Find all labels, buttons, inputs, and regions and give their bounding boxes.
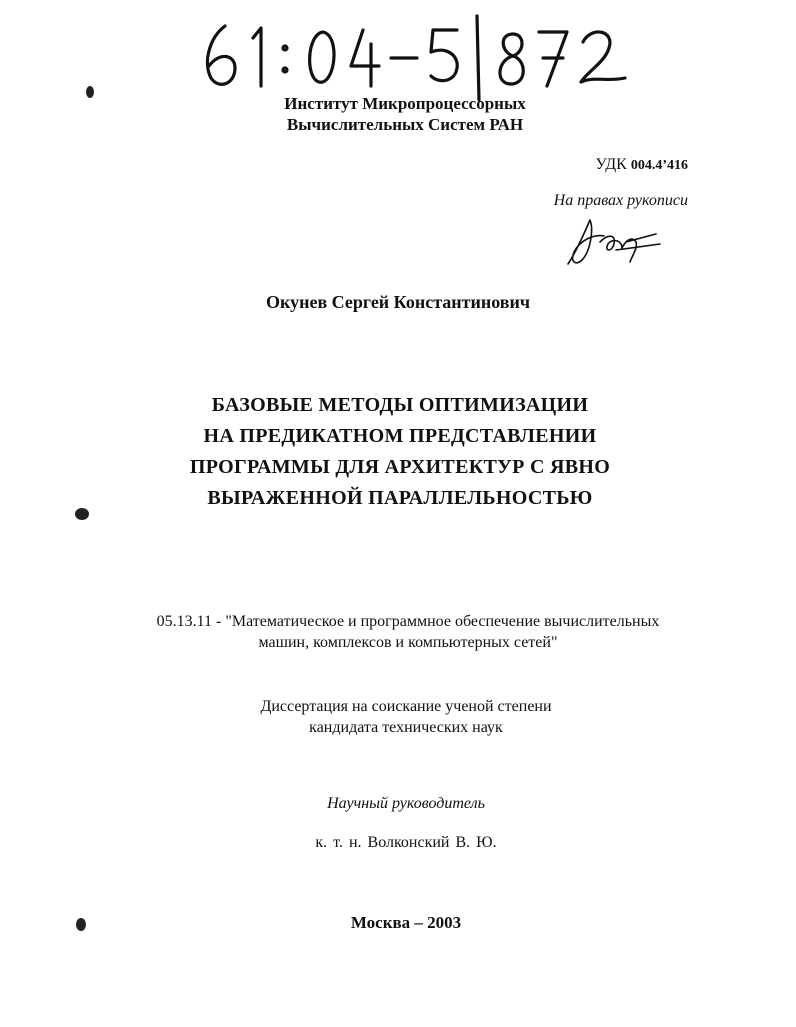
degree-statement xyxy=(200,696,612,738)
degree-line-1: Диссертация на соискание ученой степени xyxy=(260,698,552,715)
institute-line-1: Институт Микропроцессорных xyxy=(284,94,526,113)
udc-label: УДК xyxy=(595,156,627,173)
degree-line-2: кандидата технических наук xyxy=(309,719,503,736)
author-name: Окунев Сергей Константинович xyxy=(265,292,531,312)
institute-line-2: Вычислительных Систем РАН xyxy=(286,115,524,134)
specialty-line-1: 05.13.11 - "Математическое и программное обеспечение вычислительных xyxy=(156,613,660,630)
handwritten-archive-number xyxy=(195,8,655,103)
supervisor-label: Научный руководитель xyxy=(327,795,485,812)
handwritten-signature xyxy=(560,212,670,268)
institute-name xyxy=(240,93,570,135)
rights-note: На правах рукописи xyxy=(553,192,688,209)
dissertation-title xyxy=(100,390,700,514)
city-year: Москва – 2003 xyxy=(350,913,462,932)
specialty-line-2: машин, комплексов и компьютерных сетей" xyxy=(258,634,558,651)
ink-speck xyxy=(86,86,94,98)
title-line-1: БАЗОВЫЕ МЕТОДЫ ОПТИМИЗАЦИИ xyxy=(211,394,589,416)
title-line-4: ВЫРАЖЕННОЙ ПАРАЛЛЕЛЬНОСТЬЮ xyxy=(207,487,593,509)
specialty-code xyxy=(110,611,706,653)
title-line-3: ПРОГРАММЫ ДЛЯ АРХИТЕКТУР С ЯВНО xyxy=(189,456,611,478)
title-line-2: НА ПРЕДИКАТНОМ ПРЕДСТАВЛЕНИИ xyxy=(203,425,597,447)
udc-classification xyxy=(596,156,688,174)
supervisor-name: к. т. н. Волконский В. Ю. xyxy=(315,834,497,851)
ink-speck xyxy=(75,508,89,520)
udc-code: 004.4’416 xyxy=(630,158,688,173)
